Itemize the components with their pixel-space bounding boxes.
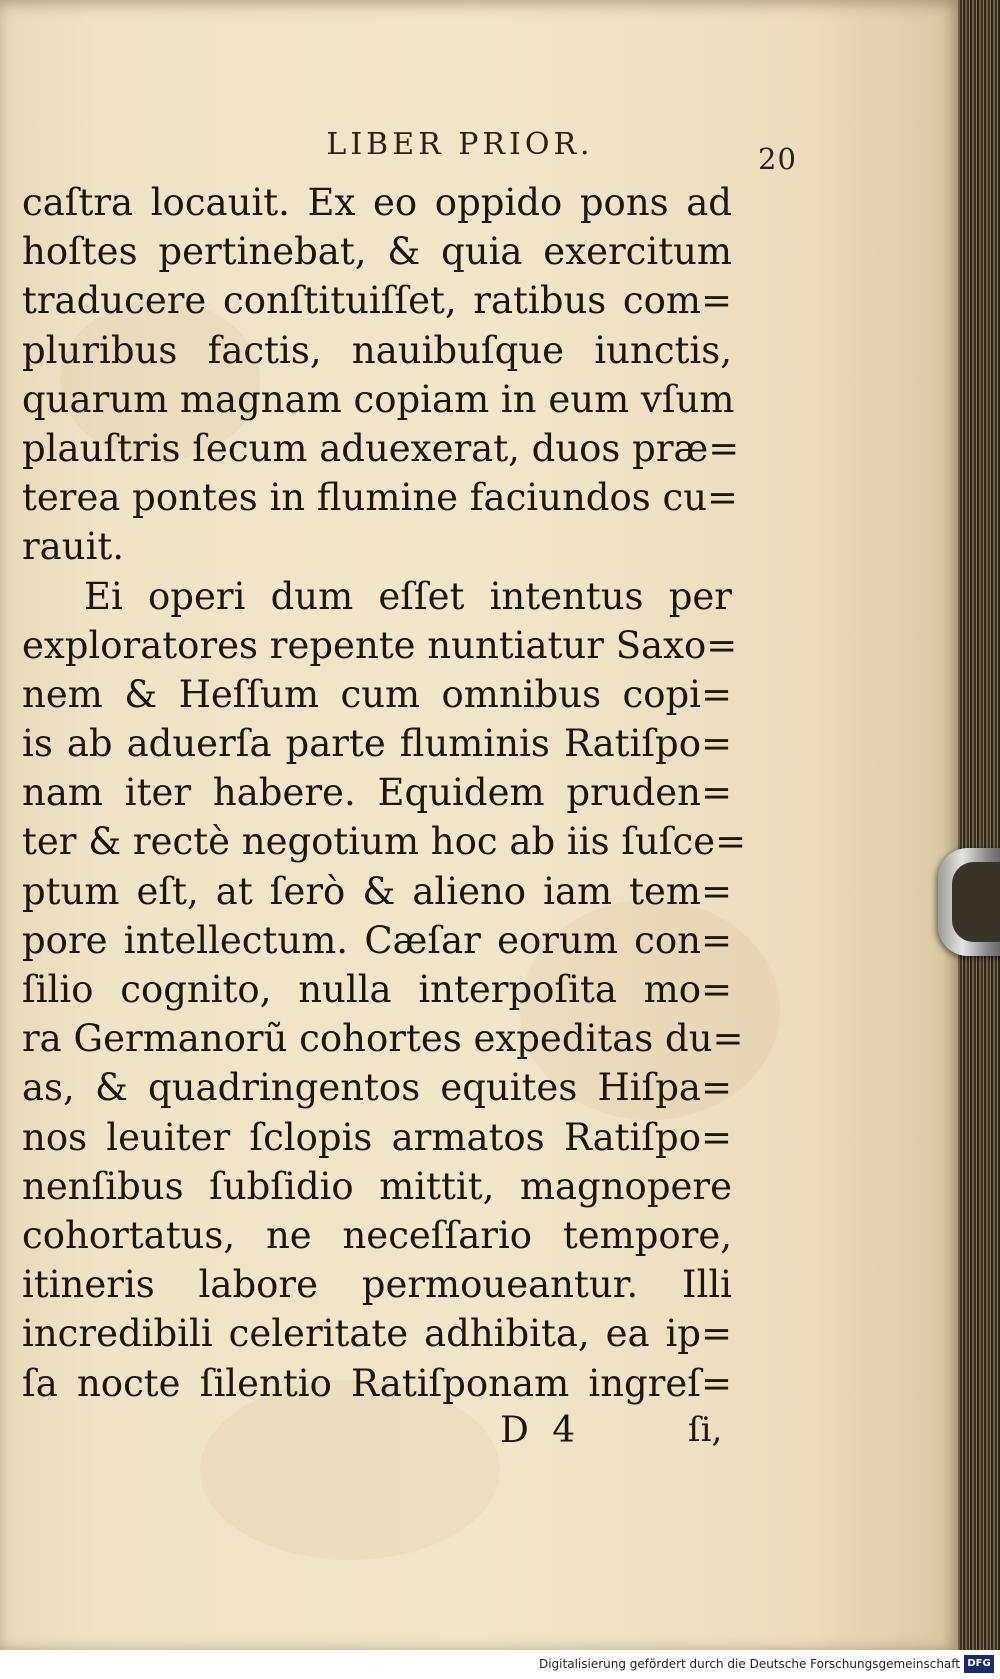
text-line: Ei operi dum eſſet intentus per xyxy=(84,574,732,618)
text-line: rauit. xyxy=(22,525,125,569)
text-line: cohortatus, ne neceſſario tempore, xyxy=(22,1213,732,1257)
text-line: nam iter habere. Equidem pruden= xyxy=(22,771,732,815)
dfg-logo: DFG xyxy=(964,1655,994,1673)
text-line: ter & rectè negotium hoc ab iis ſuſce= xyxy=(22,820,747,864)
text-line: nenſibus ſubſidio mittit, magnopere xyxy=(22,1164,732,1208)
text-line: is ab aduerſa parte fluminis Ratiſpo= xyxy=(22,722,732,766)
text-line: ptum eſt, at ſerò & alieno iam tem= xyxy=(22,869,732,913)
text-line: ſilio cognito, nulla interpoſita mo= xyxy=(22,968,732,1011)
running-head: LIBER PRIOR. xyxy=(326,127,594,162)
text-line: ſa nocte ſilentio Ratiſponam ingreſ= xyxy=(22,1361,732,1405)
text-line: exploratores repente nuntiatur Saxo= xyxy=(22,623,738,667)
text-line: as, & quadringentos equites Hiſpa= xyxy=(22,1066,732,1110)
text-line: quarum magnam copiam in eum vſum xyxy=(22,377,735,421)
catchword: ſi, xyxy=(688,1410,723,1450)
body-text xyxy=(22,178,747,1408)
clip-opening xyxy=(952,862,1000,942)
text-line: hoſtes pertinebat, & quia exercitum xyxy=(22,230,732,274)
digitization-credit: Digitalisierung gefördert durch die Deutsche Forschungsgemeinschaft xyxy=(538,1657,960,1671)
text-line: traducere conſtituiſſet, ratibus com= xyxy=(22,279,732,323)
text-line: incredibili celeritate adhibita, ea ip= xyxy=(22,1312,732,1356)
footer-bar xyxy=(0,1650,1000,1679)
signature-mark: D 4 xyxy=(500,1410,582,1451)
metal-clip-icon xyxy=(938,848,1000,956)
text-line: itineris labore permoueantur. Illi xyxy=(22,1263,732,1307)
text-line: pluribus factis, nauibuſque iunctis, xyxy=(22,328,732,372)
text-line: pore intellectum. Cæſar eorum con= xyxy=(22,918,732,962)
text-line: ra Germanorũ cohortes expeditas du= xyxy=(22,1017,744,1061)
text-line: nem & Heſſum cum omnibus copi= xyxy=(22,672,732,716)
page-number: 20 xyxy=(758,142,797,176)
text-line: plauſtris ſecum aduexerat, duos præ= xyxy=(22,426,740,470)
text-line: caſtra locauit. Ex eo oppido pons ad xyxy=(22,181,732,224)
text-line: nos leuiter ſclopis armatos Ratiſpo= xyxy=(22,1115,732,1159)
text-line: terea pontes in flumine faciundos cu= xyxy=(22,476,739,520)
